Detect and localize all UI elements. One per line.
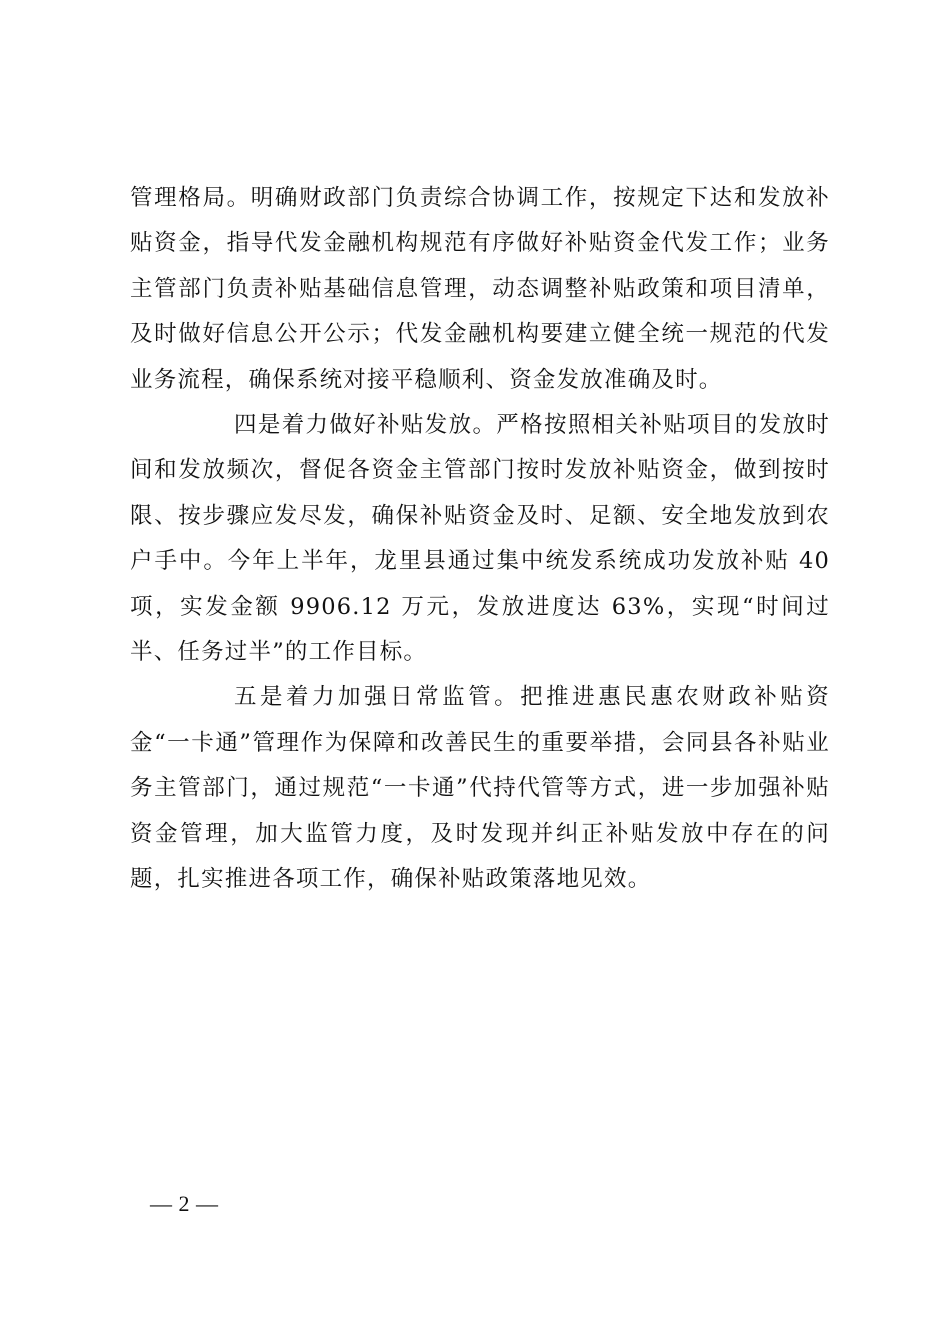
paragraph-continuation: 管理格局。明确财政部门负责综合协调工作，按规定下达和发放补贴资金，指导代发金融机构规范有序做好补贴资金代发工作；业务主管部门负责补贴基础信息管理，动态调整补贴政策和项目清单，及时做好信息公开公示；代发金融机构要建立健全统一规范的代发业务流程，确保系统对接平稳顺利、资金发放准确及时。 bbox=[130, 185, 830, 393]
document-body bbox=[130, 176, 830, 903]
paragraph-daily-supervision: 五是着力加强日常监管。把推进惠民惠农财政补贴资金“一卡通”管理作为保障和改善民生的重要举措，会同县各补贴业务主管部门，通过规范“一卡通”代持代管等方式，进一步加强补贴资金管理，加大监管力度，及时发现并纠正补贴发放中存在的问题，扎实推进各项工作，确保补贴政策落地见效。 bbox=[130, 684, 830, 893]
page-number: — 2 — bbox=[150, 1191, 219, 1216]
paragraph-subsidy-distribution: 四是着力做好补贴发放。严格按照相关补贴项目的发放时间和发放频次，督促各资金主管部门按时发放补贴资金，做到按时限、按步骤应发尽发，确保补贴资金及时、足额、安全地发放到农户手中。今年上半年，龙里县通过集中统发系统成功发放补贴 40 项，实发金额 9906.12 万元，发放进度达 63%，实现“时间过半、任务过半”的工作目标。 bbox=[130, 412, 830, 666]
